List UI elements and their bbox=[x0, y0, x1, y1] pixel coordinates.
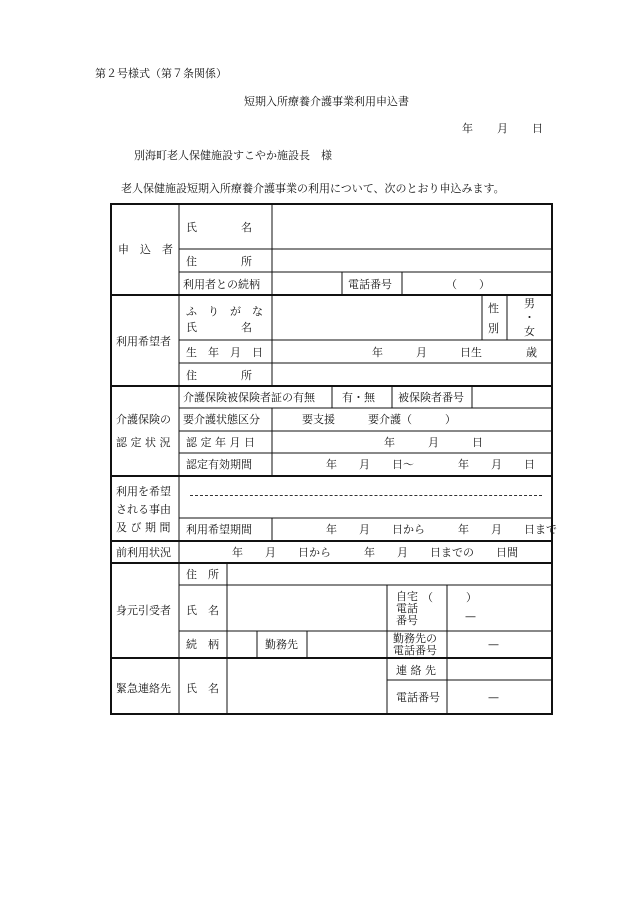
insurance-card-value: 有・無 bbox=[342, 391, 375, 404]
valid-period-label: 認定有効期間 bbox=[186, 458, 252, 471]
addressee: 別海町老人保健施設すこやか施設長 様 bbox=[134, 149, 332, 162]
applicant-phone-value: （ ） bbox=[446, 278, 490, 291]
user-birth-label: 生 年 月 日 bbox=[186, 346, 263, 359]
home-phone-value: （ ） bbox=[422, 591, 477, 604]
care-level-label: 要介護状態区分 bbox=[183, 413, 260, 426]
user-sex-dot: ・ bbox=[524, 311, 535, 324]
insurance-section-label-1: 介護保険の bbox=[116, 413, 171, 426]
cert-date-label: 認 定 年 月 日 bbox=[186, 436, 255, 449]
work-phone-label-2: 電話番号 bbox=[393, 644, 437, 657]
user-address-label: 住 所 bbox=[186, 369, 252, 382]
guarantor-address-label: 住 所 bbox=[186, 568, 219, 581]
emergency-name-label: 氏 名 bbox=[186, 682, 219, 695]
guarantor-section-label: 身元引受者 bbox=[116, 604, 171, 617]
user-birth-value: 年 月 日生 歳 bbox=[372, 346, 537, 359]
work-phone-dash: — bbox=[488, 638, 499, 651]
user-sex-label-2: 別 bbox=[488, 322, 499, 335]
date-day-label: 日 bbox=[532, 122, 543, 135]
user-name-label: 氏 名 bbox=[186, 321, 252, 334]
applicant-phone-label: 電話番号 bbox=[348, 278, 392, 291]
care-level-value: 要支援 要介護（ ） bbox=[302, 413, 456, 426]
intro-text: 老人保健施設短期入所療養介護事業の利用について、次のとおり申込みます。 bbox=[121, 182, 505, 195]
user-sex-female: 女 bbox=[524, 325, 535, 338]
applicant-relation-label: 利用者との続柄 bbox=[183, 278, 260, 291]
home-phone-label-2: 電話 bbox=[396, 602, 418, 615]
applicant-section-label: 申 込 者 bbox=[118, 243, 173, 256]
previous-use-value: 年 月 日から 年 月 日までの 日間 bbox=[232, 546, 518, 559]
reason-section-label-2: される事由 bbox=[116, 503, 171, 516]
cert-date-value: 年 月 日 bbox=[384, 436, 483, 449]
emergency-phone-label: 電話番号 bbox=[396, 691, 440, 704]
reason-section-label-3: 及 び 期 間 bbox=[116, 521, 171, 534]
emergency-section-label: 緊急連絡先 bbox=[116, 682, 171, 695]
period-label: 利用希望期間 bbox=[186, 523, 252, 536]
home-phone-label-1: 自宅 bbox=[396, 590, 418, 603]
date-month-label: 月 bbox=[497, 122, 508, 135]
period-value: 年 月 日から 年 月 日まで bbox=[326, 523, 557, 536]
previous-use-label: 前利用状況 bbox=[116, 546, 171, 559]
work-phone-label-1: 勤務先の bbox=[393, 632, 437, 645]
page-title: 短期入所療養介護事業利用申込書 bbox=[244, 95, 409, 108]
guarantor-workplace-label: 勤務先 bbox=[265, 638, 298, 651]
applicant-name-label: 氏 名 bbox=[186, 221, 252, 234]
home-phone-dash: — bbox=[465, 610, 476, 623]
user-furigana-label: ふ り が な bbox=[186, 305, 263, 318]
user-sex-label-1: 性 bbox=[488, 302, 499, 315]
applicant-address-label: 住 所 bbox=[186, 255, 252, 268]
emergency-phone-dash: — bbox=[488, 691, 499, 704]
insurance-card-label: 介護保険被保険者証の有無 bbox=[183, 391, 315, 404]
reason-section-label-1: 利用を希望 bbox=[116, 485, 171, 498]
reason-dashed-line bbox=[190, 495, 542, 496]
guarantor-name-label: 氏 名 bbox=[186, 604, 219, 617]
home-phone-label-3: 番号 bbox=[396, 614, 418, 627]
form-number: 第２号様式（第７条関係） bbox=[95, 67, 227, 80]
emergency-contact-label: 連 絡 先 bbox=[396, 664, 436, 677]
user-section-label: 利用希望者 bbox=[116, 335, 171, 348]
date-year-label: 年 bbox=[462, 122, 473, 135]
user-sex-male: 男 bbox=[524, 297, 535, 310]
guarantor-relation-label: 続 柄 bbox=[186, 638, 219, 651]
application-form bbox=[110, 203, 557, 715]
insurance-section-label-2: 認 定 状 況 bbox=[116, 436, 171, 449]
valid-period-value: 年 月 日〜 年 月 日 bbox=[326, 458, 535, 471]
insured-number-label: 被保険者番号 bbox=[398, 391, 464, 404]
